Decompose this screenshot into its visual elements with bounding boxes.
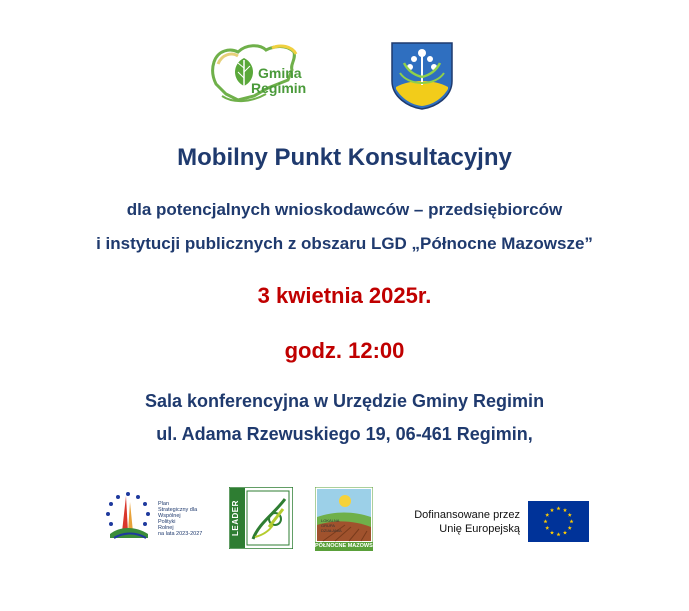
subtitle-line-1: dla potencjalnych wnioskodawców – przedsiębiorców [126, 200, 563, 219]
ps-text-line: Strategiczny dla [158, 507, 198, 513]
subtitle-line-2: i instytucji publicznych z obszaru LGD „Północne Mazowsze” [96, 234, 593, 253]
leader-vertical-text: LEADER [231, 500, 240, 536]
gmina-regimin-logo [208, 40, 318, 108]
ps-text-line: na lata 2023-2027 [158, 531, 203, 537]
lgd-polnocne-mazowsze-logo [315, 487, 380, 551]
ps-text-line: Polityki [158, 519, 176, 525]
regimin-logo-word: Regimin [251, 80, 307, 96]
eu-funding-text [398, 508, 520, 536]
page-title: Mobilny Punkt Konsultacyjny [177, 144, 512, 171]
coat-of-arms [390, 41, 454, 111]
plan-strategiczny-logo [100, 488, 212, 544]
gmina-logo-word: Gmina [258, 65, 302, 81]
eu-flag [528, 501, 589, 542]
ps-text-line: Wspólnej [158, 513, 181, 519]
lgd-small-text: GRUPA [321, 523, 335, 528]
leader-logo [229, 487, 293, 549]
event-time: godz. 12:00 [284, 338, 405, 363]
event-date: 3 kwietnia 2025r. [257, 283, 432, 308]
lgd-small-text: DZIAŁANIA [321, 528, 342, 533]
ps-text-line: Rolnej [158, 525, 174, 531]
venue-line-2: ul. Adama Rzewuskiego 19, 06-461 Regimin, [156, 424, 533, 444]
eu-stars-wheat-icon [100, 488, 156, 544]
eu-funding-line-1: Dofinansowane przez [414, 509, 520, 521]
venue-line-1: Sala konferencyjna w Urzędzie Gminy Regimin [144, 391, 545, 411]
eu-funding-line-2: Unię Europejską [439, 523, 520, 535]
lgd-bottom-label: PÓŁNOCNE MAZOWSZE [315, 543, 380, 549]
eu-flag-icon [528, 501, 589, 542]
lgd-small-text: LOKALNA [321, 518, 340, 523]
ps-text-line: Plan [158, 501, 170, 507]
coat-of-arms-icon [390, 41, 454, 111]
